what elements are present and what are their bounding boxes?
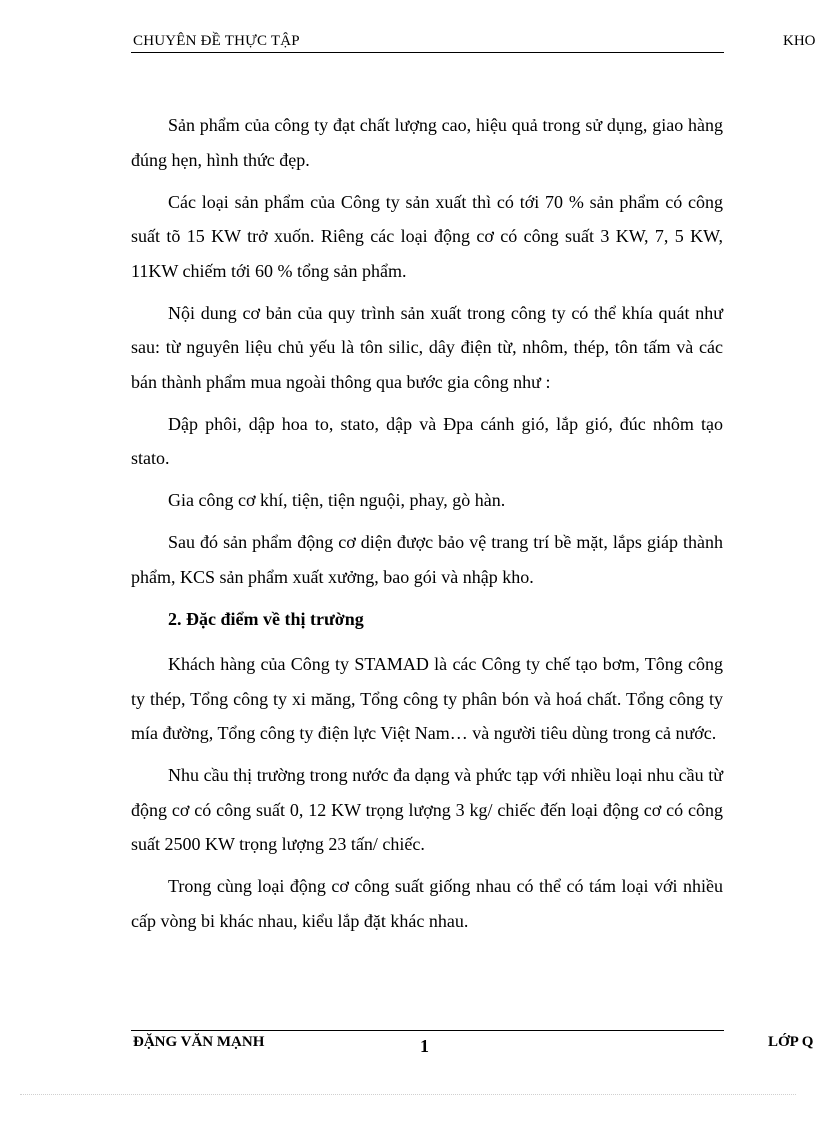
header-department: KHO [783, 33, 816, 49]
footer-author: ĐẶNG VĂN MẠNH [133, 1034, 265, 1050]
section-heading: 2. Đặc điểm về thị trường [168, 608, 364, 629]
paragraph: Nội dung cơ bản của quy trình sản xuất trong công ty có thể khía quát như sau: từ nguyên liệu chủ yếu là tôn silic, dây điện từ, nhôm, thép, tôn tấm và các bán thành phẩm mua ngoài thông qua bước gia công như : [131, 302, 723, 392]
footer-class: LỚP Q [768, 1034, 814, 1050]
paragraph: Sản phẩm của công ty đạt chất lượng cao, hiệu quả trong sử dụng, giao hàng đúng hẹn, hình thức đẹp. [131, 115, 723, 170]
paragraph: Gia công cơ khí, tiện, tiện nguội, phay, gò hàn. [168, 490, 506, 510]
paragraph: Khách hàng của Công ty STAMAD là các Công ty chế tạo bơm, Tông công ty thép, Tổng công ty xi măng, Tổng công ty phân bón và hoá chất. Tổng công ty mía đường, Tổng công ty điện lực Việt Nam… và người tiêu dùng trong cả nước. [131, 654, 723, 743]
header-divider [131, 52, 724, 53]
paragraph: Dập phôi, dập hoa to, stato, dập và Đpa cánh gió, lắp gió, đúc nhôm tạo stato. [131, 413, 723, 468]
page-bottom-edge [20, 1094, 796, 1095]
header-title: CHUYÊN ĐỀ THỰC TẬP [133, 33, 300, 49]
document-body [131, 108, 723, 946]
paragraph: Trong cùng loại động cơ công suất giống nhau có thể có tám loại với nhiều cấp vòng bi khác nhau, kiểu lắp đặt khác nhau. [131, 876, 723, 931]
footer-divider [131, 1030, 724, 1031]
paragraph: Sau đó sản phẩm động cơ diện được bảo vệ trang trí bề mặt, lắps giáp thành phẩm, KCS sản phẩm xuất xưởng, bao gói và nhập kho. [131, 532, 723, 587]
paragraph: Nhu cầu thị trường trong nước đa dạng và phức tạp với nhiều loại nhu cầu từ động cơ có công suất 0, 12 KW trọng lượng 3 kg/ chiếc đến loại động cơ có công suất 2500 KW trọng lượng 23 tấn/ chiếc. [131, 765, 723, 854]
page-number: 1 [420, 1036, 429, 1056]
paragraph: Các loại sản phẩm của Công ty sản xuất thì có tới 70 % sản phẩm có công suất tõ 15 KW trở xuốn. Riêng các loại động cơ có công suất 3 KW, 7, 5 KW, 11KW chiếm tới 60 % tổng sản phẩm. [131, 191, 723, 281]
